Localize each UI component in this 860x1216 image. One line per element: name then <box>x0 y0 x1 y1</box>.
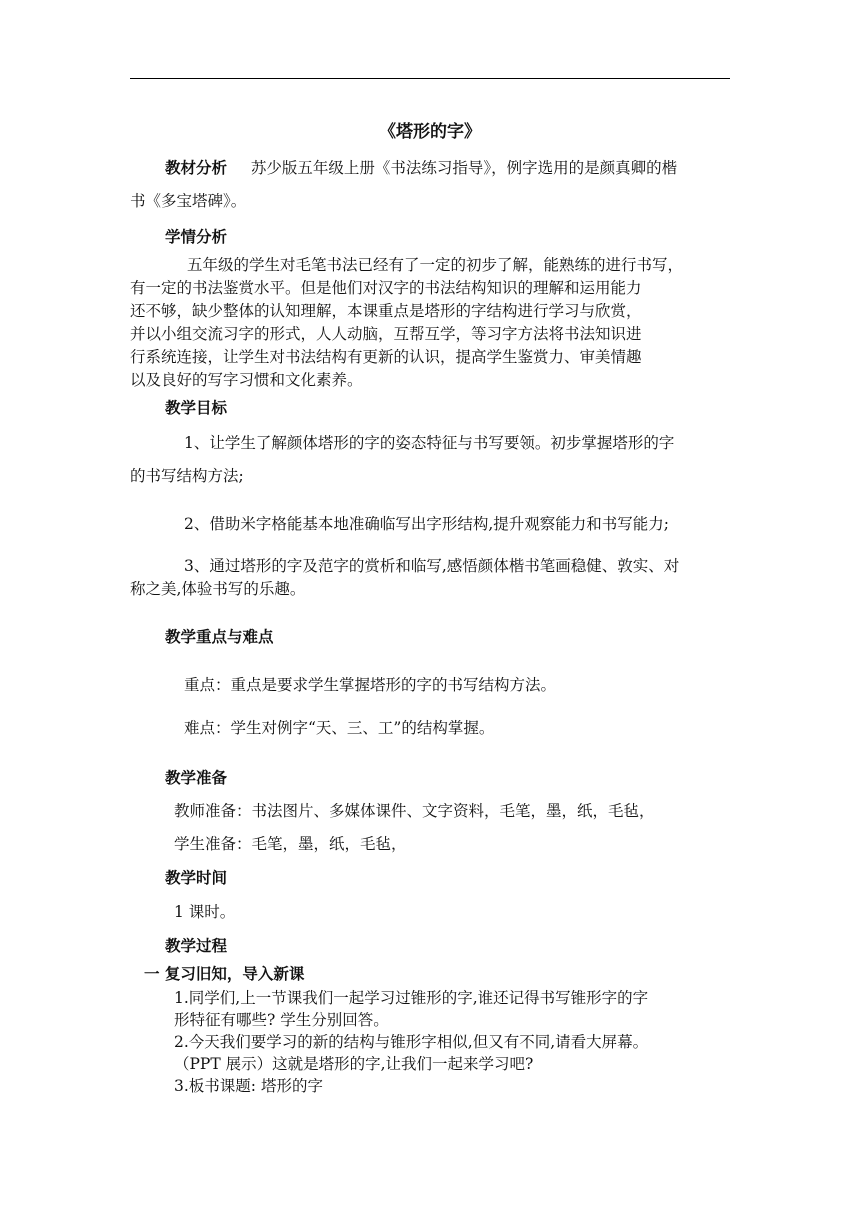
difficulty-text: 难点：学生对例字“天、三、工”的结构掌握。 <box>184 719 495 737</box>
student-analysis-line: 有一定的书法鉴赏水平。但是他们对汉字的书法结构知识的理解和运用能力 <box>130 279 642 297</box>
goal-3-line1: 3、通过塔形的字及范字的赏析和临写,感悟颜体楷书笔画稳健、敦实、对 <box>184 557 680 575</box>
time-value: 1 课时。 <box>174 903 236 921</box>
process-line: （PPT 展示）这就是塔形的字,让我们一起来学习吧? <box>174 1055 534 1073</box>
process-line: 3.板书课题: 塔形的字 <box>174 1077 323 1095</box>
time-heading: 教学时间 <box>165 868 228 887</box>
goal-1-line2: 的书写结构方法; <box>130 467 244 485</box>
student-analysis-line: 以及良好的写字习惯和文化素养。 <box>130 371 363 389</box>
goal-3-line2: 称之美,体验书写的乐趣。 <box>130 580 306 598</box>
goal-1-line1: 1、让学生了解颜体塔形的字的姿态特征与书写要领。初步掌握塔形的字 <box>184 434 675 452</box>
preparation-heading: 教学准备 <box>165 768 228 787</box>
student-preparation: 学生准备：毛笔，墨，纸，毛毡， <box>174 835 407 853</box>
header-rule <box>130 78 730 79</box>
student-analysis-line: 并以小组交流习字的形式，人人动脑，互帮互学，等习字方法将书法知识进 <box>130 325 642 343</box>
goal-2: 2、借助米字格能基本地准确临写出字形结构,提升观察能力和书写能力; <box>184 515 670 533</box>
goals-heading: 教学目标 <box>165 398 228 417</box>
material-text-line1: 苏少版五年级上册《书法练习指导》，例字选用的是颜真卿的楷 <box>250 159 678 177</box>
process-line: 1.同学们,上一节课我们一起学习过锥形的字,谁还记得书写锥形字的字 <box>174 989 649 1007</box>
page-title: 《塔形的字》 <box>379 122 481 142</box>
material-heading: 教材分析 <box>165 158 228 177</box>
material-text-line2: 书《多宝塔碑》。 <box>130 192 247 210</box>
student-analysis-heading: 学情分析 <box>165 227 228 246</box>
teacher-preparation: 教师准备：书法图片、多媒体课件、文字资料，毛笔，墨，纸，毛毡， <box>174 802 655 820</box>
student-analysis-line: 行系统连接，让学生对书法结构有更新的认识，提高学生鉴赏力、审美情趣 <box>130 348 642 366</box>
student-analysis-line: 五年级的学生对毛笔书法已经有了一定的初步了解，能熟练的进行书写， <box>187 256 684 274</box>
step-1-heading: 一 复习旧知，导入新课 <box>144 964 305 983</box>
focus-text: 重点：重点是要求学生掌握塔形的字的书写结构方法。 <box>184 676 557 694</box>
process-line: 2.今天我们要学习的新的结构与锥形字相似,但又有不同,请看大屏幕。 <box>174 1033 649 1051</box>
student-analysis-line: 还不够，缺少整体的认知理解，本课重点是塔形的字结构进行学习与欣赏， <box>130 302 642 320</box>
process-heading: 教学过程 <box>165 936 228 955</box>
process-line: 形特征有哪些? 学生分别回答。 <box>174 1011 389 1029</box>
material-paragraph <box>165 156 677 178</box>
key-points-heading: 教学重点与难点 <box>165 627 274 646</box>
